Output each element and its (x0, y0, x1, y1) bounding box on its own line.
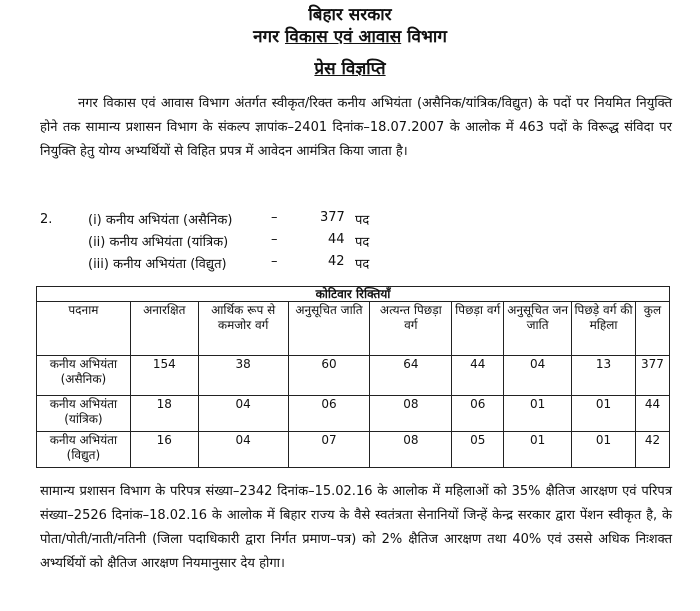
col-header: आर्थिक रूप से कमजोर वर्ग (198, 302, 288, 356)
intro-paragraph: नगर विकास एवं आवास विभाग अंतर्गत स्वीकृत/रिक्त कनीय अभियंता (असैनिक/यांत्रिक/विद्युत) के पदों पर नियमित नियुक्ति होने तक सामान्य प्रशासन विभाग के संकल्प ज्ञापांक–2401 दिनांक–18.07.2007 के आलोक में 463 पदों के विरूद्ध संविदा पर नियुक्ति हेतु योग्य अभ्यर्थियों से विहित प्रपत्र में आवेदन आमंत्रित किया जाता है। (40, 96, 672, 159)
table-caption-row (37, 287, 670, 302)
post-count: 42 (328, 254, 345, 269)
post-count: 377 (320, 210, 345, 225)
table-header-row (37, 302, 670, 356)
table-cell: 16 (130, 432, 198, 468)
col-header: पदनाम (37, 302, 131, 356)
document-header (0, 4, 700, 80)
table-cell: 07 (288, 432, 370, 468)
table-caption: कोटिवार रिक्तियाँ (37, 287, 670, 302)
table-cell: 42 (635, 432, 669, 468)
col-header: अनुसूचित जन जाति (504, 302, 572, 356)
table-cell: 08 (370, 396, 452, 432)
table-row (37, 396, 670, 432)
col-header: अत्यन्त पिछड़ा वर्ग (370, 302, 452, 356)
post-unit: पद (355, 257, 370, 272)
reservation-paragraph: सामान्य प्रशासन विभाग के परिपत्र संख्या–2342 दिनांक–15.02.16 के आलोक में महिलाओं को 35% क्षैतिज आरक्षण एवं परिपत्र संख्या–2526 दिनांक–18.02.16 के आलोक में बिहार राज्य के वैसे स्वतंत्रता सेनानियों जिन्हें केन्द्र सरकार द्वारा पेंशन स्वीकृत है, के पोता/पोती/नाती/नतिनी (जिला पदाधिकारी द्वारा निर्गत प्रमाण–पत्र) को 2% क्षैतिज आरक्षण तथा 40% एवं उससे अधिक निःशक्त अभ्यर्थियों को क्षैतिज आरक्षण नियमानुसार देय होगा। (40, 484, 672, 571)
table-cell: 01 (504, 432, 572, 468)
table-cell: 06 (452, 396, 504, 432)
post-label: (i) कनीय अभियंता (असैनिक) (88, 213, 233, 228)
table-cell: 13 (572, 356, 636, 396)
table-cell: 377 (635, 356, 669, 396)
post-label: (ii) कनीय अभियंता (यांत्रिक) (88, 235, 229, 250)
table-row (37, 432, 670, 468)
table-cell: 04 (504, 356, 572, 396)
post-item (88, 232, 488, 252)
table-cell: 01 (504, 396, 572, 432)
table-cell: 60 (288, 356, 370, 396)
government-name: बिहार सरकार (308, 5, 392, 25)
col-header: पिछड़ा वर्ग (452, 302, 504, 356)
table-cell: 05 (452, 432, 504, 468)
col-header: कुल (635, 302, 669, 356)
table-cell: 04 (198, 432, 288, 468)
press-release-title: प्रेस विज्ञप्ति (314, 59, 386, 79)
section-number: 2. (40, 212, 53, 227)
table-cell: 18 (130, 396, 198, 432)
table-cell: 06 (288, 396, 370, 432)
col-header: अनारक्षित (130, 302, 198, 356)
post-dash: – (271, 254, 278, 269)
table-cell: 38 (198, 356, 288, 396)
table-cell: 08 (370, 432, 452, 468)
post-dash: – (271, 210, 278, 225)
post-unit: पद (355, 213, 370, 228)
table-cell: 01 (572, 432, 636, 468)
table-cell: 01 (572, 396, 636, 432)
department-name: नगर विकास एवं आवास विभाग (253, 27, 447, 47)
table-cell: 44 (635, 396, 669, 432)
table-cell: 44 (452, 356, 504, 396)
post-unit: पद (355, 235, 370, 250)
col-header: पिछड़े वर्ग की महिला (572, 302, 636, 356)
post-dash: – (271, 232, 278, 247)
col-header: अनुसूचित जाति (288, 302, 370, 356)
post-item (88, 254, 488, 274)
post-label: (iii) कनीय अभियंता (विद्युत) (88, 257, 227, 272)
post-item (88, 210, 488, 230)
table-cell: 154 (130, 356, 198, 396)
table-cell: कनीय अभियंता (यांत्रिक) (37, 396, 131, 432)
post-count: 44 (328, 232, 345, 247)
table-cell: 04 (198, 396, 288, 432)
table-row (37, 356, 670, 396)
vacancy-table (36, 286, 670, 468)
table-cell: कनीय अभियंता (असैनिक) (37, 356, 131, 396)
table-cell: 64 (370, 356, 452, 396)
table-cell: कनीय अभियंता (विद्युत) (37, 432, 131, 468)
